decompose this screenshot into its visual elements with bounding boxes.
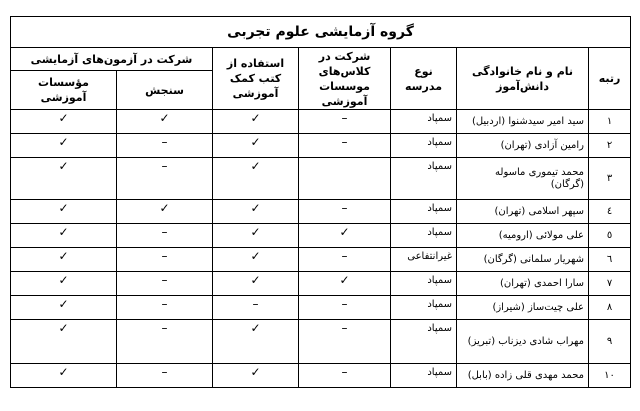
school-cell: سمپاد: [391, 320, 457, 364]
institutes-cell: ✓: [11, 296, 117, 320]
books-cell: ✓: [213, 134, 299, 158]
institutes-cell: ✓: [11, 272, 117, 296]
header-class-participation: شرکت در کلاس‌ها‌ی موسسات آموزشی: [299, 48, 391, 110]
school-cell: غیرانتفاعی: [391, 248, 457, 272]
sanjesh-cell: –: [117, 296, 213, 320]
rank-cell: ۳: [589, 158, 631, 200]
table-row: [11, 248, 631, 272]
name-cell: رامین آزادی (تهران): [457, 134, 589, 158]
name-cell: محمد تیموری ماسوله (گرگان): [457, 158, 589, 200]
table-row: [11, 134, 631, 158]
school-cell: سمپاد: [391, 110, 457, 134]
header-name: نام و نام خانوادگی دانش‌آموز: [457, 48, 589, 110]
header-mock-exams-group: شرکت در آزمون‌های آزمایشی: [11, 48, 213, 71]
name-cell: شهریار سلمانی (گرگان): [457, 248, 589, 272]
class-cell: –: [299, 134, 391, 158]
name-cell: سارا احمدی (تهران): [457, 272, 589, 296]
institutes-cell: ✓: [11, 110, 117, 134]
sanjesh-cell: –: [117, 364, 213, 388]
books-cell: ✓: [213, 158, 299, 200]
sanjesh-cell: –: [117, 320, 213, 364]
header-institutes: مؤسسات آموزشی: [11, 71, 117, 110]
school-cell: سمپاد: [391, 272, 457, 296]
table-row: [11, 224, 631, 248]
books-cell: ✓: [213, 200, 299, 224]
class-cell: –: [299, 248, 391, 272]
name-cell: سپهر اسلامی (تهران): [457, 200, 589, 224]
results-table: [10, 16, 631, 388]
rank-cell: ٦: [589, 248, 631, 272]
books-cell: ✓: [213, 272, 299, 296]
sanjesh-cell: ✓: [117, 200, 213, 224]
books-cell: ✓: [213, 364, 299, 388]
class-cell: –: [299, 110, 391, 134]
books-cell: ✓: [213, 248, 299, 272]
table-row: [11, 272, 631, 296]
school-cell: سمپاد: [391, 364, 457, 388]
institutes-cell: ✓: [11, 320, 117, 364]
header-help-books: استفاده از کتب کمک آموزشی: [213, 48, 299, 110]
institutes-cell: ✓: [11, 134, 117, 158]
school-cell: سمپاد: [391, 200, 457, 224]
name-cell: مهراب شادی دیزناب (تبریز): [457, 320, 589, 364]
institutes-cell: ✓: [11, 364, 117, 388]
books-cell: ✓: [213, 110, 299, 134]
rank-cell: ۲: [589, 134, 631, 158]
class-cell: ✓: [299, 272, 391, 296]
rank-cell: ٥: [589, 224, 631, 248]
table-row: [11, 110, 631, 134]
class-cell: [299, 158, 391, 200]
rank-cell: ٤: [589, 200, 631, 224]
class-cell: –: [299, 320, 391, 364]
class-cell: –: [299, 364, 391, 388]
institutes-cell: ✓: [11, 158, 117, 200]
rank-cell: ۸: [589, 296, 631, 320]
books-cell: ✓: [213, 224, 299, 248]
sanjesh-cell: –: [117, 224, 213, 248]
header-rank: رتبه: [589, 48, 631, 110]
sanjesh-cell: –: [117, 158, 213, 200]
name-cell: سید امیر سیدشنوا (اردبیل): [457, 110, 589, 134]
table-row: [11, 320, 631, 364]
sanjesh-cell: –: [117, 248, 213, 272]
class-cell: ✓: [299, 224, 391, 248]
sanjesh-cell: –: [117, 134, 213, 158]
sanjesh-cell: –: [117, 272, 213, 296]
books-cell: –: [213, 296, 299, 320]
table-row: [11, 364, 631, 388]
table-row: [11, 200, 631, 224]
name-cell: علی چیت‌ساز (شیراز): [457, 296, 589, 320]
institutes-cell: ✓: [11, 248, 117, 272]
school-cell: سمپاد: [391, 224, 457, 248]
table-row: [11, 296, 631, 320]
school-cell: سمپاد: [391, 296, 457, 320]
header-school-type: نوع مدرسه: [391, 48, 457, 110]
rank-cell: ۷: [589, 272, 631, 296]
school-cell: سمپاد: [391, 134, 457, 158]
rank-cell: ۱۰: [589, 364, 631, 388]
books-cell: ✓: [213, 320, 299, 364]
header-sanjesh: سنجش: [117, 71, 213, 110]
school-cell: سمپاد: [391, 158, 457, 200]
institutes-cell: ✓: [11, 224, 117, 248]
table-row: [11, 158, 631, 200]
table-title: گروه آزمایشی علوم تجربی: [11, 17, 631, 48]
rank-cell: ۹: [589, 320, 631, 364]
institutes-cell: ✓: [11, 200, 117, 224]
name-cell: محمد مهدی قلی زاده (بابل): [457, 364, 589, 388]
rank-cell: ۱: [589, 110, 631, 134]
name-cell: علی مولائی (ارومیه): [457, 224, 589, 248]
class-cell: –: [299, 296, 391, 320]
sanjesh-cell: ✓: [117, 110, 213, 134]
class-cell: –: [299, 200, 391, 224]
